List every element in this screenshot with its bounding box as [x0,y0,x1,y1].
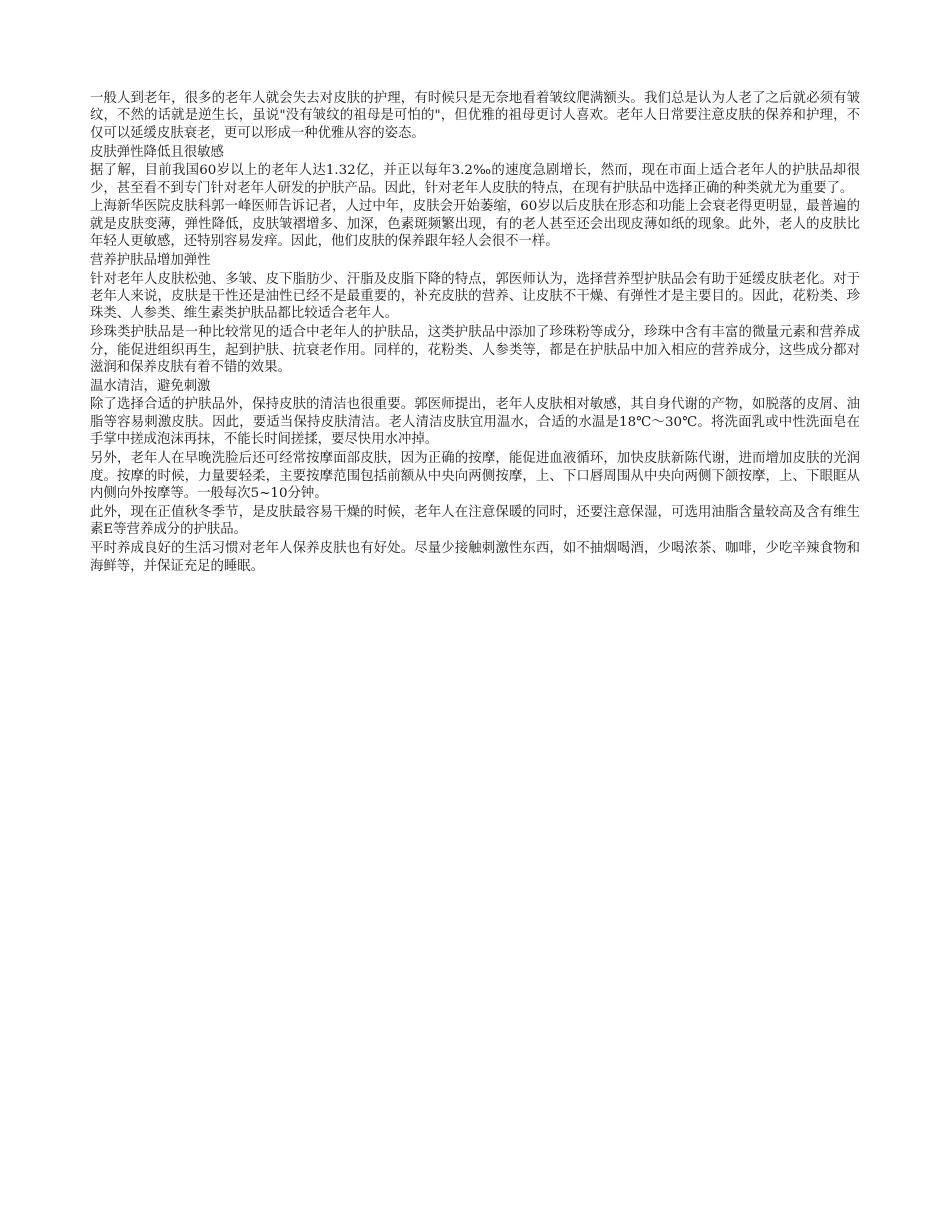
body-paragraph: 上海新华医院皮肤科郭一峰医师告诉记者，人过中年，皮肤会开始萎缩，60岁以后皮肤在形态和功能上会衰老得更明显，最普遍的就是皮肤变薄，弹性降低，皮肤皱褶增多、加深，色素斑频繁出现，有的老人甚至还会出现皮薄如纸的现象。此外，老人的皮肤比年轻人更敏感，还特别容易发痒。因此，他们皮肤的保养跟年轻人会很不一样。 [90,199,860,250]
section-heading-skin-elasticity: 皮肤弹性降低且很敏感 [90,144,224,160]
body-paragraph: 针对老年人皮肤松弛、多皱、皮下脂肪少、汗脂及皮脂下降的特点，郭医师认为，选择营养型护肤品会有助于延缓皮肤老化。对于老年人来说，皮肤是干性还是油性已经不是最重要的，补充皮肤的营养、让皮肤不干燥、有弹性才是主要目的。因此，花粉类、珍珠类、人参类、维生素类护肤品都比较适合老年人。 [90,271,860,322]
body-paragraph: 珍珠类护肤品是一种比较常见的适合中老年人的护肤品，这类护肤品中添加了珍珠粉等成分，珍珠中含有丰富的微量元素和营养成分，能促进组织再生，起到护肤、抗衰老作用。同样的，花粉类、人参类等，都是在护肤品中加入相应的营养成分，这些成分都对滋润和保养皮肤有着不错的效果。 [90,325,860,376]
body-paragraph: 平时养成良好的生活习惯对老年人保养皮肤也有好处。尽量少接触刺激性东西，如不抽烟喝酒，少喝浓茶、咖啡，少吃辛辣食物和海鲜等，并保证充足的睡眠。 [90,541,860,574]
body-paragraph: 另外，老年人在早晚洗脸后还可经常按摩面部皮肤，因为正确的按摩，能促进血液循环，加快皮肤新陈代谢，进而增加皮肤的光润度。按摩的时候，力量要轻柔，主要按摩范围包括前额从中央向两侧按摩，上、下口唇周围从中央向两侧下颌按摩，上、下眼眶从内侧向外按摩等。一般每次5~10分钟。 [90,451,860,501]
article-body [90,90,860,576]
body-paragraph: 除了选择合适的护肤品外，保持皮肤的清洁也很重要。郭医师提出，老年人皮肤相对敏感，其自身代谢的产物，如脱落的皮屑、油脂等容易刺激皮肤。因此，要适当保持皮肤清洁。老人清洁皮肤宜用温水，合适的水温是18℃～30℃。将洗面乳或中性洗面皂在手掌中搓成泡沫再抹，不能长时间搓揉，要尽快用水冲掉。 [90,397,860,448]
intro-paragraph: 一般人到老年，很多的老年人就会失去对皮肤的护理，有时候只是无奈地看着皱纹爬满额头。我们总是认为人老了之后就必须有皱纹，不然的话就是逆生长，虽说"没有皱纹的祖母是可怕的"，但优雅的祖母更讨人喜欢。老年人日常要注意皮肤的保养和护理，不仅可以延缓皮肤衰老，更可以形成一种优雅从容的姿态。 [90,91,860,141]
section-heading-nutrition-skincare: 营养护肤品增加弹性 [90,253,211,269]
body-paragraph: 据了解，目前我国60岁以上的老年人达1.32亿，并正以每年3.2‰的速度急剧增长，然而，现在市面上适合老年人的护肤品却很少，甚至看不到专门针对老年人研发的护肤产品。因此，针对老年人皮肤的特点，在现有护肤品中选择正确的种类就尤为重要了。 [90,163,860,196]
section-heading-warm-water-cleansing: 温水清洁，避免刺激 [90,379,211,394]
body-paragraph: 此外，现在正值秋冬季节，是皮肤最容易干燥的时候，老年人在注意保暖的同时，还要注意保湿，可选用油脂含量较高及含有维生素E等营养成分的护肤品。 [90,504,860,538]
